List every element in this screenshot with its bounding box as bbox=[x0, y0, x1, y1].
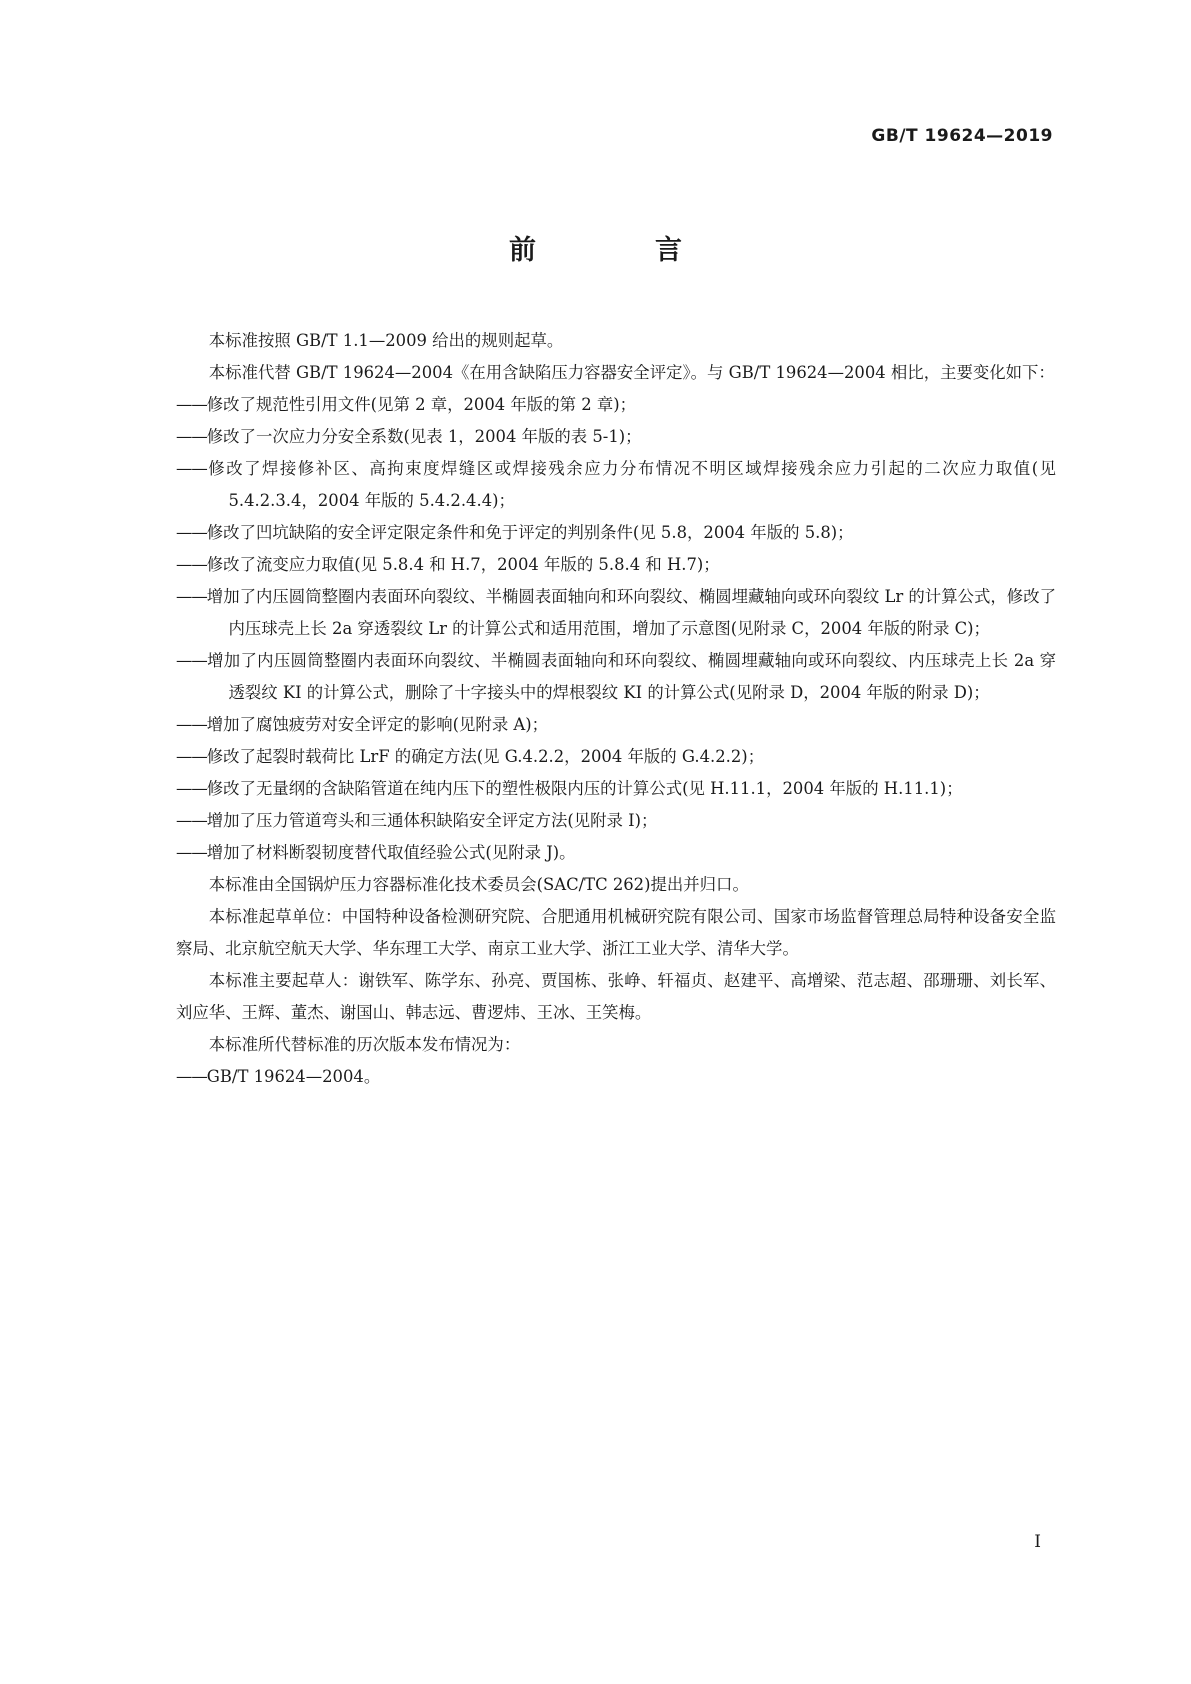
dash-marker: —— bbox=[176, 395, 207, 414]
dash-marker: —— bbox=[176, 779, 207, 798]
change-item: ——修改了焊接修补区、高拘束度焊缝区或焊接残余应力分布情况不明区域焊接残余应力引起的二次应力取值(见 5.4.2.3.4，2004 年版的 5.4.2.4.4)； bbox=[176, 459, 1056, 510]
dash-marker: —— bbox=[176, 427, 207, 446]
section-title: 前 言 bbox=[509, 235, 728, 266]
change-item: ——修改了起裂时载荷比 LrF 的确定方法(见 G.4.2.2，2004 年版的 G.4.2.2)； bbox=[176, 747, 765, 766]
dash-marker: —— bbox=[176, 747, 207, 766]
dash-marker: —— bbox=[176, 523, 207, 542]
dash-marker: —— bbox=[176, 843, 207, 862]
change-item: ——增加了压力管道弯头和三通体积缺陷安全评定方法(见附录 I)； bbox=[176, 811, 658, 830]
page-number: I bbox=[1034, 1532, 1041, 1552]
change-item: ——增加了腐蚀疲劳对安全评定的影响(见附录 A)； bbox=[176, 715, 549, 734]
foreword-body bbox=[176, 325, 1056, 1093]
change-item: ——修改了规范性引用文件(见第 2 章，2004 年版的第 2 章)； bbox=[176, 395, 637, 414]
change-item: ——增加了内压圆筒整圈内表面环向裂纹、半椭圆表面轴向和环向裂纹、椭圆埋藏轴向或环向裂纹、内压球壳上长 2a 穿透裂纹 KI 的计算公式，删除了十字接头中的焊根裂纹 KI 的计算公式(见附录 D，2004 年版的附录 D)； bbox=[176, 651, 1056, 702]
change-item: ——修改了无量纲的含缺陷管道在纯内压下的塑性极限内压的计算公式(见 H.11.1，2004 年版的 H.11.1)； bbox=[176, 779, 963, 798]
dash-marker: —— bbox=[176, 651, 207, 670]
standard-code: GB/T 19624—2019 bbox=[871, 126, 1053, 146]
dash-marker: —— bbox=[176, 587, 207, 606]
dash-marker: —— bbox=[176, 811, 207, 830]
dash-marker: —— bbox=[176, 1067, 207, 1086]
paragraph: 本标准按照 GB/T 1.1—2009 给出的规则起草。 bbox=[208, 331, 564, 350]
paragraph: 本标准代替 GB/T 19624—2004《在用含缺陷压力容器安全评定》。与 GB/T 19624—2004 相比，主要变化如下： bbox=[208, 363, 1055, 382]
change-item: ——增加了材料断裂韧度替代取值经验公式(见附录 J)。 bbox=[176, 843, 576, 862]
previous-version-item: ——GB/T 19624—2004。 bbox=[176, 1067, 381, 1086]
dash-marker: —— bbox=[176, 715, 207, 734]
paragraph: 本标准主要起草人：谢铁军、陈学东、孙亮、贾国栋、张峥、轩福贞、赵建平、高增梁、范志超、邵珊珊、刘长军、刘应华、王辉、董杰、谢国山、韩志远、曹逻炜、王冰、王笑梅。 bbox=[176, 971, 1056, 1022]
change-item: ——修改了凹坑缺陷的安全评定限定条件和免于评定的判别条件(见 5.8，2004 年版的 5.8)； bbox=[176, 523, 854, 542]
paragraph: 本标准起草单位：中国特种设备检测研究院、合肥通用机械研究院有限公司、国家市场监督管理总局特种设备安全监察局、北京航空航天大学、华东理工大学、南京工业大学、浙江工业大学、清华大学。 bbox=[176, 907, 1056, 958]
change-item: ——修改了一次应力分安全系数(见表 1，2004 年版的表 5-1)； bbox=[176, 427, 642, 446]
change-item: ——增加了内压圆筒整圈内表面环向裂纹、半椭圆表面轴向和环向裂纹、椭圆埋藏轴向或环向裂纹 Lr 的计算公式，修改了内压球壳上长 2a 穿透裂纹 Lr 的计算公式和适用范围，增加了示意图(见附录 C，2004 年版的附录 C)； bbox=[176, 587, 1056, 638]
paragraph: 本标准所代替标准的历次版本发布情况为： bbox=[208, 1035, 521, 1054]
dash-marker: —— bbox=[176, 555, 207, 574]
paragraph: 本标准由全国锅炉压力容器标准化技术委员会(SAC/TC 262)提出并归口。 bbox=[208, 875, 749, 894]
change-item: ——修改了流变应力取值(见 5.8.4 和 H.7，2004 年版的 5.8.4 和 H.7)； bbox=[176, 555, 720, 574]
dash-marker: —— bbox=[176, 459, 207, 478]
